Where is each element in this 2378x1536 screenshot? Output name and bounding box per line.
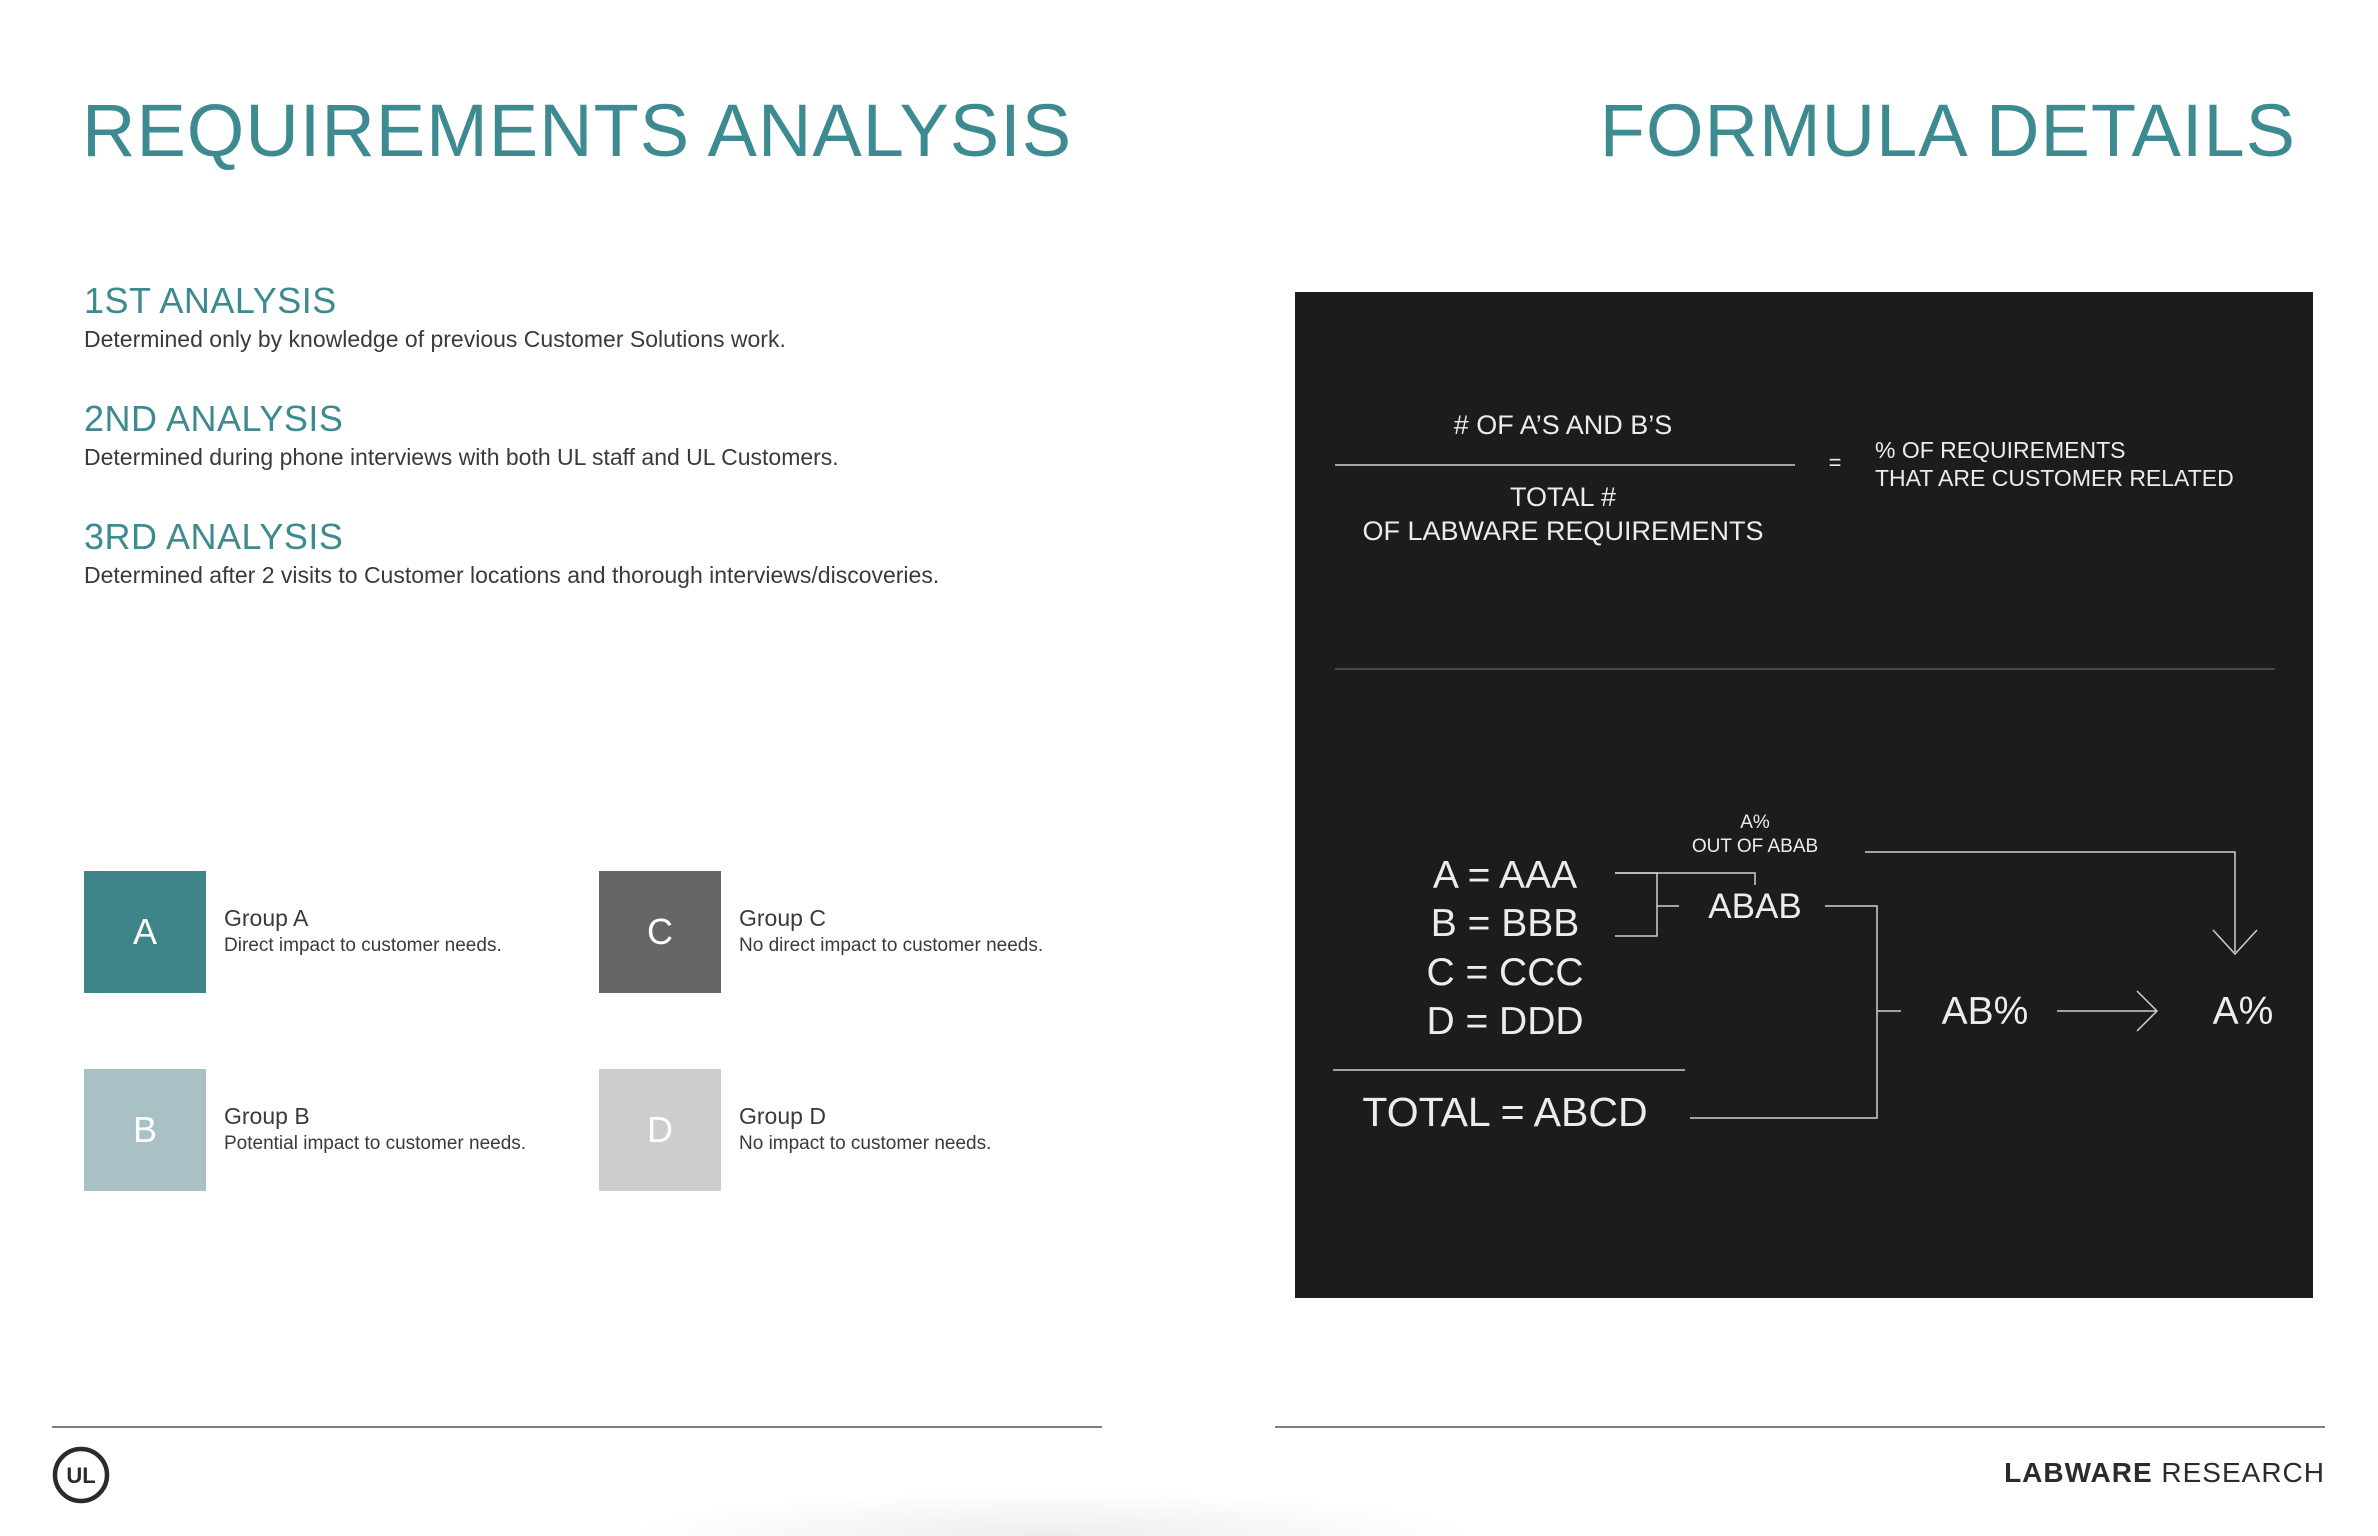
brand-bold: LABWARE (2004, 1457, 2153, 1488)
formula-denominator-line2: OF LABWARE REQUIREMENTS (1362, 516, 1764, 546)
a-branch-line (1615, 873, 1755, 885)
page-title-requirements-analysis: REQUIREMENTS ANALYSIS (82, 89, 1073, 172)
definition-a: A = AAA (1432, 854, 1578, 897)
logo-text: UL (66, 1463, 96, 1488)
analysis-heading: 3RD ANALYSIS (84, 516, 344, 557)
a-pct-out-of-abab-line1: A% (1740, 812, 1770, 833)
a-pct-out-of-abab-line2: OUT OF ABAB (1691, 836, 1819, 857)
analysis-heading: 1ST ANALYSIS (84, 280, 337, 321)
analysis-heading: 2ND ANALYSIS (84, 398, 344, 439)
abab-label: ABAB (1708, 887, 1802, 926)
definition-b: B = BBB (1430, 902, 1580, 945)
analysis-3 (84, 516, 1084, 589)
legend-group-b (84, 1069, 526, 1191)
legend-group-c (599, 871, 1043, 993)
group-name: Group B (224, 1103, 310, 1129)
total-definition: TOTAL = ABCD (1362, 1089, 1648, 1135)
formula-result-line1: % OF REQUIREMENTS (1875, 437, 2126, 463)
brand-wordmark (2004, 1457, 2325, 1489)
bottom-shadow (620, 1490, 1480, 1536)
group-a-swatch: A (84, 871, 206, 993)
analysis-text: Determined during phone interviews with both UL staff and UL Customers. (84, 444, 839, 470)
analysis-text: Determined after 2 visits to Customer locations and thorough interviews/discoveries. (84, 562, 940, 588)
analysis-text: Determined only by knowledge of previous Customer Solutions work. (84, 326, 786, 352)
brand-light: RESEARCH (2161, 1457, 2325, 1488)
group-c-swatch: C (599, 871, 721, 993)
abab-total-bracket (1690, 906, 1877, 1118)
formula-denominator-line1: TOTAL # (1509, 482, 1617, 512)
page-title-formula-details: FORMULA DETAILS (1599, 89, 2296, 172)
group-description: Direct impact to customer needs. (224, 935, 502, 956)
formula-result-line2: THAT ARE CUSTOMER RELATED (1875, 465, 2234, 491)
group-b-swatch: B (84, 1069, 206, 1191)
group-description: No impact to customer needs. (739, 1133, 992, 1154)
group-name: Group D (739, 1103, 826, 1129)
formula-equals: = (1828, 450, 1842, 475)
group-d-swatch: D (599, 1069, 721, 1191)
a-pct-label: A% (2212, 990, 2274, 1033)
footer-rule-left (52, 1426, 1102, 1428)
group-description: Potential impact to customer needs. (224, 1133, 527, 1154)
legend-group-d (599, 1069, 991, 1191)
definition-c: C = CCC (1426, 951, 1584, 994)
ab-pct-label: AB% (1941, 990, 2029, 1033)
a-pct-connector (1865, 852, 2235, 952)
group-name: Group A (224, 905, 309, 931)
analysis-1 (84, 280, 1084, 353)
formula-numerator: # OF A’S AND B’S (1453, 410, 1673, 440)
group-name: Group C (739, 905, 826, 931)
group-description: No direct impact to customer needs. (739, 935, 1044, 956)
formula-panel (1295, 292, 2313, 1298)
formula-diagram (1295, 292, 2313, 1298)
ul-logo-icon (52, 1446, 110, 1504)
definition-d: D = DDD (1426, 1000, 1584, 1043)
footer-rule-right (1275, 1426, 2325, 1428)
legend-group-a (84, 871, 502, 993)
analysis-2 (84, 398, 1084, 471)
ab-bracket (1615, 873, 1657, 936)
